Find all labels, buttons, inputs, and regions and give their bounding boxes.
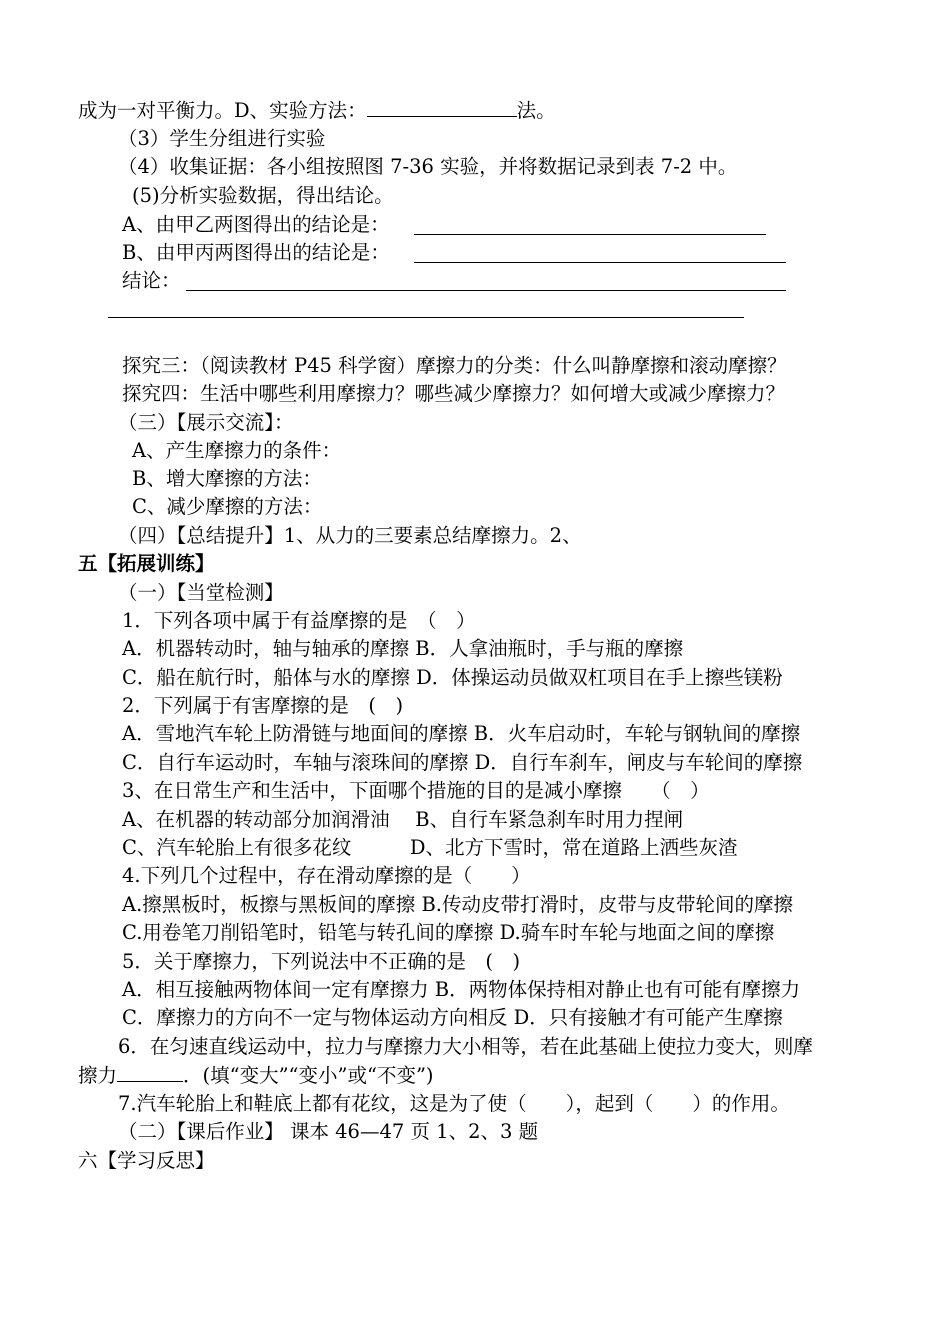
- question-1: 1．下列各项中属于有益摩擦的是 （ ）: [122, 609, 476, 632]
- line-reduce-friction: C、减少摩擦的方法：: [132, 495, 323, 518]
- blank-method: [367, 98, 517, 117]
- blank-question-6: [117, 1063, 183, 1082]
- line-increase-friction: B、增大摩擦的方法：: [132, 467, 322, 490]
- line-step-3: （3）学生分组进行实验: [118, 127, 326, 150]
- question-5-options-cd: C．摩擦力的方向不一定与物体运动方向相反 D．只有接触才有可能产生摩擦: [122, 1006, 783, 1029]
- question-4-options-ab: A.擦黑板时，板擦与黑板间的摩擦 B.传动皮带打滑时，皮带与皮带轮间的摩擦: [122, 893, 794, 916]
- line-experiment-method: [78, 98, 556, 123]
- question-4: 4.下列几个过程中，存在滑动摩擦的是（ ）: [122, 864, 531, 887]
- line-step-4: （4）收集证据：各小组按照图 7-36 实验，并将数据记录到表 7-2 中。: [118, 155, 738, 178]
- section-heading-extension: 五【拓展训练】: [78, 552, 215, 575]
- line-friction-conditions: A、产生摩擦力的条件：: [132, 439, 342, 462]
- line-inquiry-4: 探究四：生活中哪些利用摩擦力？哪些减少摩擦力？如何增大或减少摩擦力？: [122, 382, 786, 405]
- question-1-options-cd: C．船在航行时，船体与水的摩擦 D．体操运动员做双杠项目在手上擦些镁粉: [122, 666, 783, 689]
- line-conclusion: 结论：: [122, 269, 181, 292]
- text-fill-options: ．(填“变大”“变小”或“不变”): [183, 1064, 434, 1087]
- question-5: 5．关于摩擦力，下列说法中不正确的是 ( ): [122, 950, 521, 973]
- question-1-options-ab: A．机器转动时，轴与轴承的摩擦 B．人拿油瓶时，手与瓶的摩擦: [122, 637, 684, 660]
- question-6: 6．在匀速直线运动中，拉力与摩擦力大小相等，若在此基础上使拉力变大，则摩: [118, 1035, 813, 1058]
- question-7: 7.汽车轮胎上和鞋底上都有花纹，这是为了使（ ），起到（ ）的作用。: [118, 1092, 790, 1115]
- text-experiment-method: 成为一对平衡力。D、实验方法：: [78, 99, 367, 122]
- question-2-options-cd: C．自行车运动时，车轴与滚珠间的摩擦 D．自行车刹车，闸皮与车轮间的摩擦: [122, 751, 803, 774]
- question-4-options-cd: C.用卷笔刀削铅笔时，铅笔与转孔间的摩擦 D.骑车时车轮与地面之间的摩擦: [122, 921, 775, 944]
- question-5-options-ab: A．相互接触两物体间一定有摩擦力 B．两物体保持相对静止也有可能有摩擦力: [122, 978, 801, 1001]
- heading-class-test: （一）【当堂检测】: [118, 581, 284, 604]
- blank-conclusion-b: [414, 262, 786, 263]
- line-inquiry-3: 探究三：（阅读教材 P45 科学窗）摩擦力的分类：什么叫静摩擦和滚动摩擦？: [122, 354, 787, 377]
- line-conclusion-a: A、由甲乙两图得出的结论是：: [122, 213, 390, 236]
- question-6-continued: [78, 1063, 434, 1088]
- text-friction-label: 擦力: [78, 1064, 118, 1087]
- line-conclusion-b: B、由甲丙两图得出的结论是：: [122, 241, 390, 264]
- heading-homework: （二）【课后作业】 课本 46—47 页 1、2、3 题: [118, 1120, 539, 1143]
- line-step-5: (5)分析实验数据，得出结论。: [132, 184, 394, 207]
- text-method-suffix: 法。: [516, 99, 556, 122]
- section-heading-reflection: 六【学习反思】: [78, 1149, 215, 1172]
- heading-summary: （四）【总结提升】1、从力的三要素总结摩擦力。2、: [118, 524, 582, 547]
- question-3-options-ab: A、在机器的转动部分加润滑油 B、自行车紧急刹车时用力捏闸: [122, 808, 684, 831]
- blank-conclusion-a: [414, 234, 766, 235]
- question-2-options-ab: A．雪地汽车轮上防滑链与地面间的摩擦 B．火车启动时，车轮与钢轨间的摩擦: [122, 722, 801, 745]
- question-3: 3、在日常生产和生活中，下面哪个措施的目的是减小摩擦 （ ）: [122, 779, 710, 802]
- blank-conclusion-2: [108, 317, 744, 318]
- blank-conclusion-1: [186, 290, 786, 291]
- question-3-options-cd: C、汽车轮胎上有很多花纹 D、北方下雪时，常在道路上洒些灰渣: [122, 836, 738, 859]
- question-2: 2．下列属于有害摩擦的是 ( ): [122, 694, 404, 717]
- heading-display-exchange: （三）【展示交流】：: [118, 411, 294, 434]
